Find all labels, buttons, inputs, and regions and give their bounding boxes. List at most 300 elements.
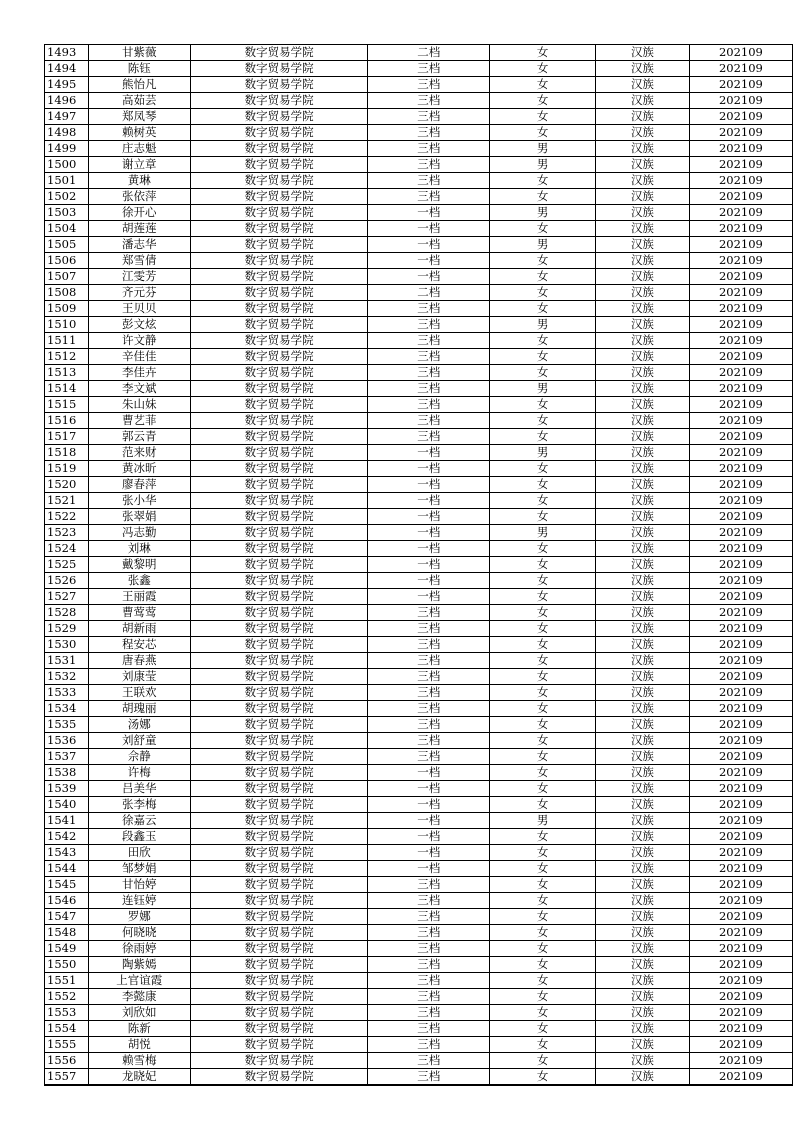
grant-level-cell: 三档 [368, 77, 490, 93]
ethnicity-cell: 汉族 [596, 845, 690, 861]
row-number-cell: 1543 [45, 845, 89, 861]
table-row [45, 653, 793, 669]
table-row [45, 461, 793, 477]
ethnicity-cell: 汉族 [596, 301, 690, 317]
row-number-cell: 1511 [45, 333, 89, 349]
grant-level-cell: 一档 [368, 861, 490, 877]
enrollment-code-cell: 202109 [689, 909, 792, 925]
ethnicity-cell: 汉族 [596, 173, 690, 189]
enrollment-code-cell: 202109 [689, 797, 792, 813]
row-number-cell: 1555 [45, 1037, 89, 1053]
college-cell: 数字贸易学院 [190, 45, 367, 61]
table-row [45, 909, 793, 925]
grant-level-cell: 一档 [368, 525, 490, 541]
row-number-cell: 1504 [45, 221, 89, 237]
enrollment-code-cell: 202109 [689, 893, 792, 909]
gender-cell: 女 [490, 429, 596, 445]
ethnicity-cell: 汉族 [596, 269, 690, 285]
table-row [45, 941, 793, 957]
enrollment-code-cell: 202109 [689, 541, 792, 557]
gender-cell: 女 [490, 493, 596, 509]
ethnicity-cell: 汉族 [596, 573, 690, 589]
ethnicity-cell: 汉族 [596, 205, 690, 221]
enrollment-code-cell: 202109 [689, 749, 792, 765]
ethnicity-cell: 汉族 [596, 733, 690, 749]
college-cell: 数字贸易学院 [190, 909, 367, 925]
student-name-cell: 胡新雨 [88, 621, 190, 637]
college-cell: 数字贸易学院 [190, 701, 367, 717]
table-row [45, 141, 793, 157]
student-name-cell: 陶紫嫣 [88, 957, 190, 973]
enrollment-code-cell: 202109 [689, 381, 792, 397]
student-name-cell: 刘琳 [88, 541, 190, 557]
student-name-cell: 范来财 [88, 445, 190, 461]
ethnicity-cell: 汉族 [596, 93, 690, 109]
college-cell: 数字贸易学院 [190, 749, 367, 765]
student-name-cell: 赖树英 [88, 125, 190, 141]
gender-cell: 男 [490, 141, 596, 157]
student-name-cell: 冯志勤 [88, 525, 190, 541]
gender-cell: 男 [490, 317, 596, 333]
enrollment-code-cell: 202109 [689, 765, 792, 781]
table-row [45, 157, 793, 173]
grant-level-cell: 三档 [368, 157, 490, 173]
grant-level-cell: 一档 [368, 253, 490, 269]
table-row [45, 1005, 793, 1021]
ethnicity-cell: 汉族 [596, 253, 690, 269]
table-row [45, 637, 793, 653]
college-cell: 数字贸易学院 [190, 237, 367, 253]
table-row [45, 1037, 793, 1053]
gender-cell: 女 [490, 973, 596, 989]
enrollment-code-cell: 202109 [689, 685, 792, 701]
grant-level-cell: 三档 [368, 397, 490, 413]
table-row [45, 125, 793, 141]
table-row [45, 1053, 793, 1069]
college-cell: 数字贸易学院 [190, 333, 367, 349]
table-row [45, 237, 793, 253]
student-name-cell: 唐春燕 [88, 653, 190, 669]
enrollment-code-cell: 202109 [689, 269, 792, 285]
student-name-cell: 刘康莹 [88, 669, 190, 685]
student-name-cell: 刘欣如 [88, 1005, 190, 1021]
college-cell: 数字贸易学院 [190, 61, 367, 77]
row-number-cell: 1519 [45, 461, 89, 477]
grant-level-cell: 三档 [368, 909, 490, 925]
student-name-cell: 张翠娟 [88, 509, 190, 525]
row-number-cell: 1523 [45, 525, 89, 541]
enrollment-code-cell: 202109 [689, 253, 792, 269]
college-cell: 数字贸易学院 [190, 349, 367, 365]
ethnicity-cell: 汉族 [596, 765, 690, 781]
ethnicity-cell: 汉族 [596, 237, 690, 253]
ethnicity-cell: 汉族 [596, 749, 690, 765]
enrollment-code-cell: 202109 [689, 557, 792, 573]
row-number-cell: 1540 [45, 797, 89, 813]
table-row [45, 685, 793, 701]
ethnicity-cell: 汉族 [596, 685, 690, 701]
table-row [45, 573, 793, 589]
grant-level-cell: 一档 [368, 845, 490, 861]
college-cell: 数字贸易学院 [190, 77, 367, 93]
student-name-cell: 李佳卉 [88, 365, 190, 381]
gender-cell: 女 [490, 397, 596, 413]
table-row [45, 717, 793, 733]
enrollment-code-cell: 202109 [689, 525, 792, 541]
student-name-cell: 齐元芬 [88, 285, 190, 301]
row-number-cell: 1556 [45, 1053, 89, 1069]
gender-cell: 女 [490, 221, 596, 237]
ethnicity-cell: 汉族 [596, 973, 690, 989]
student-name-cell: 罗娜 [88, 909, 190, 925]
enrollment-code-cell: 202109 [689, 493, 792, 509]
college-cell: 数字贸易学院 [190, 1053, 367, 1069]
grant-level-cell: 三档 [368, 61, 490, 77]
row-number-cell: 1503 [45, 205, 89, 221]
gender-cell: 女 [490, 925, 596, 941]
student-name-cell: 徐雨婷 [88, 941, 190, 957]
table-row [45, 845, 793, 861]
gender-cell: 女 [490, 1053, 596, 1069]
ethnicity-cell: 汉族 [596, 877, 690, 893]
grant-level-cell: 三档 [368, 893, 490, 909]
student-name-cell: 邹梦娟 [88, 861, 190, 877]
grant-level-cell: 三档 [368, 877, 490, 893]
row-number-cell: 1550 [45, 957, 89, 973]
ethnicity-cell: 汉族 [596, 125, 690, 141]
row-number-cell: 1518 [45, 445, 89, 461]
table-row [45, 589, 793, 605]
enrollment-code-cell: 202109 [689, 317, 792, 333]
row-number-cell: 1508 [45, 285, 89, 301]
gender-cell: 女 [490, 877, 596, 893]
gender-cell: 女 [490, 861, 596, 877]
student-name-cell: 程安芯 [88, 637, 190, 653]
gender-cell: 男 [490, 205, 596, 221]
table-row [45, 877, 793, 893]
gender-cell: 女 [490, 893, 596, 909]
ethnicity-cell: 汉族 [596, 157, 690, 173]
student-name-cell: 熊怡凡 [88, 77, 190, 93]
gender-cell: 女 [490, 173, 596, 189]
grant-level-cell: 一档 [368, 461, 490, 477]
grant-level-cell: 三档 [368, 173, 490, 189]
enrollment-code-cell: 202109 [689, 573, 792, 589]
college-cell: 数字贸易学院 [190, 653, 367, 669]
ethnicity-cell: 汉族 [596, 797, 690, 813]
college-cell: 数字贸易学院 [190, 781, 367, 797]
college-cell: 数字贸易学院 [190, 877, 367, 893]
gender-cell: 女 [490, 333, 596, 349]
gender-cell: 女 [490, 509, 596, 525]
ethnicity-cell: 汉族 [596, 621, 690, 637]
enrollment-code-cell: 202109 [689, 637, 792, 653]
student-name-cell: 许梅 [88, 765, 190, 781]
student-name-cell: 何晓晓 [88, 925, 190, 941]
table-row [45, 733, 793, 749]
table-row [45, 493, 793, 509]
student-name-cell: 张小华 [88, 493, 190, 509]
student-name-cell: 胡悦 [88, 1037, 190, 1053]
grant-level-cell: 三档 [368, 413, 490, 429]
college-cell: 数字贸易学院 [190, 1021, 367, 1037]
table-row [45, 973, 793, 989]
row-number-cell: 1522 [45, 509, 89, 525]
college-cell: 数字贸易学院 [190, 413, 367, 429]
enrollment-code-cell: 202109 [689, 77, 792, 93]
gender-cell: 女 [490, 669, 596, 685]
grant-level-cell: 三档 [368, 125, 490, 141]
ethnicity-cell: 汉族 [596, 781, 690, 797]
grant-level-cell: 一档 [368, 541, 490, 557]
student-name-cell: 张李梅 [88, 797, 190, 813]
grant-level-cell: 一档 [368, 269, 490, 285]
ethnicity-cell: 汉族 [596, 109, 690, 125]
row-number-cell: 1548 [45, 925, 89, 941]
row-number-cell: 1507 [45, 269, 89, 285]
college-cell: 数字贸易学院 [190, 525, 367, 541]
student-name-cell: 甘怡婷 [88, 877, 190, 893]
table-row [45, 477, 793, 493]
college-cell: 数字贸易学院 [190, 365, 367, 381]
college-cell: 数字贸易学院 [190, 1005, 367, 1021]
table-row [45, 749, 793, 765]
student-name-cell: 朱山妹 [88, 397, 190, 413]
college-cell: 数字贸易学院 [190, 893, 367, 909]
grant-level-cell: 三档 [368, 365, 490, 381]
row-number-cell: 1525 [45, 557, 89, 573]
row-number-cell: 1510 [45, 317, 89, 333]
college-cell: 数字贸易学院 [190, 989, 367, 1005]
ethnicity-cell: 汉族 [596, 717, 690, 733]
ethnicity-cell: 汉族 [596, 317, 690, 333]
grant-level-cell: 三档 [368, 141, 490, 157]
enrollment-code-cell: 202109 [689, 1053, 792, 1069]
enrollment-code-cell: 202109 [689, 173, 792, 189]
table-row [45, 669, 793, 685]
grant-level-cell: 一档 [368, 205, 490, 221]
table-row [45, 797, 793, 813]
enrollment-code-cell: 202109 [689, 957, 792, 973]
enrollment-code-cell: 202109 [689, 1037, 792, 1053]
ethnicity-cell: 汉族 [596, 589, 690, 605]
student-name-cell: 赖雪梅 [88, 1053, 190, 1069]
row-number-cell: 1551 [45, 973, 89, 989]
table-row [45, 45, 793, 61]
ethnicity-cell: 汉族 [596, 941, 690, 957]
grant-level-cell: 一档 [368, 765, 490, 781]
enrollment-code-cell: 202109 [689, 333, 792, 349]
enrollment-code-cell: 202109 [689, 989, 792, 1005]
gender-cell: 女 [490, 365, 596, 381]
college-cell: 数字贸易学院 [190, 461, 367, 477]
student-name-cell: 段鑫玉 [88, 829, 190, 845]
row-number-cell: 1498 [45, 125, 89, 141]
enrollment-code-cell: 202109 [689, 445, 792, 461]
row-number-cell: 1524 [45, 541, 89, 557]
grant-level-cell: 一档 [368, 573, 490, 589]
gender-cell: 男 [490, 813, 596, 829]
ethnicity-cell: 汉族 [596, 381, 690, 397]
row-number-cell: 1547 [45, 909, 89, 925]
table-row [45, 285, 793, 301]
gender-cell: 男 [490, 381, 596, 397]
ethnicity-cell: 汉族 [596, 1021, 690, 1037]
enrollment-code-cell: 202109 [689, 733, 792, 749]
gender-cell: 女 [490, 829, 596, 845]
gender-cell: 女 [490, 1021, 596, 1037]
grant-level-cell: 三档 [368, 381, 490, 397]
row-number-cell: 1532 [45, 669, 89, 685]
ethnicity-cell: 汉族 [596, 413, 690, 429]
row-number-cell: 1521 [45, 493, 89, 509]
enrollment-code-cell: 202109 [689, 221, 792, 237]
table-row [45, 621, 793, 637]
grant-level-cell: 三档 [368, 333, 490, 349]
table-row [45, 317, 793, 333]
enrollment-code-cell: 202109 [689, 877, 792, 893]
row-number-cell: 1501 [45, 173, 89, 189]
ethnicity-cell: 汉族 [596, 525, 690, 541]
gender-cell: 女 [490, 573, 596, 589]
student-name-cell: 田欣 [88, 845, 190, 861]
grant-level-cell: 一档 [368, 813, 490, 829]
row-number-cell: 1557 [45, 1069, 89, 1086]
table-row [45, 173, 793, 189]
student-name-cell: 郑凤琴 [88, 109, 190, 125]
grant-level-cell: 一档 [368, 237, 490, 253]
table-row [45, 957, 793, 973]
college-cell: 数字贸易学院 [190, 397, 367, 413]
grant-level-cell: 一档 [368, 477, 490, 493]
row-number-cell: 1502 [45, 189, 89, 205]
table-body [45, 45, 793, 1086]
gender-cell: 女 [490, 621, 596, 637]
ethnicity-cell: 汉族 [596, 141, 690, 157]
gender-cell: 女 [490, 1005, 596, 1021]
gender-cell: 女 [490, 45, 596, 61]
gender-cell: 女 [490, 941, 596, 957]
student-name-cell: 陈钰 [88, 61, 190, 77]
student-name-cell: 戴黎明 [88, 557, 190, 573]
row-number-cell: 1496 [45, 93, 89, 109]
student-name-cell: 李文斌 [88, 381, 190, 397]
college-cell: 数字贸易学院 [190, 941, 367, 957]
enrollment-code-cell: 202109 [689, 237, 792, 253]
enrollment-code-cell: 202109 [689, 941, 792, 957]
college-cell: 数字贸易学院 [190, 109, 367, 125]
enrollment-code-cell: 202109 [689, 301, 792, 317]
row-number-cell: 1539 [45, 781, 89, 797]
student-name-cell: 李懿康 [88, 989, 190, 1005]
table-row [45, 413, 793, 429]
student-name-cell: 辛佳佳 [88, 349, 190, 365]
grant-level-cell: 三档 [368, 685, 490, 701]
ethnicity-cell: 汉族 [596, 221, 690, 237]
enrollment-code-cell: 202109 [689, 125, 792, 141]
table-row [45, 365, 793, 381]
student-name-cell: 彭文炫 [88, 317, 190, 333]
row-number-cell: 1517 [45, 429, 89, 445]
college-cell: 数字贸易学院 [190, 637, 367, 653]
student-name-cell: 高茹芸 [88, 93, 190, 109]
college-cell: 数字贸易学院 [190, 317, 367, 333]
college-cell: 数字贸易学院 [190, 157, 367, 173]
table-row [45, 109, 793, 125]
college-cell: 数字贸易学院 [190, 301, 367, 317]
gender-cell: 女 [490, 733, 596, 749]
enrollment-code-cell: 202109 [689, 653, 792, 669]
gender-cell: 女 [490, 125, 596, 141]
row-number-cell: 1514 [45, 381, 89, 397]
row-number-cell: 1544 [45, 861, 89, 877]
gender-cell: 男 [490, 525, 596, 541]
gender-cell: 女 [490, 253, 596, 269]
college-cell: 数字贸易学院 [190, 189, 367, 205]
gender-cell: 女 [490, 701, 596, 717]
enrollment-code-cell: 202109 [689, 397, 792, 413]
table-row [45, 253, 793, 269]
row-number-cell: 1516 [45, 413, 89, 429]
gender-cell: 女 [490, 749, 596, 765]
table-row [45, 1069, 793, 1086]
table-row [45, 1021, 793, 1037]
gender-cell: 女 [490, 285, 596, 301]
enrollment-code-cell: 202109 [689, 285, 792, 301]
grant-level-cell: 三档 [368, 701, 490, 717]
student-name-cell: 张依萍 [88, 189, 190, 205]
table-row [45, 381, 793, 397]
grant-level-cell: 三档 [368, 957, 490, 973]
college-cell: 数字贸易学院 [190, 733, 367, 749]
row-number-cell: 1529 [45, 621, 89, 637]
row-number-cell: 1537 [45, 749, 89, 765]
grant-level-cell: 三档 [368, 605, 490, 621]
gender-cell: 男 [490, 157, 596, 173]
table-row [45, 557, 793, 573]
student-name-cell: 徐开心 [88, 205, 190, 221]
row-number-cell: 1552 [45, 989, 89, 1005]
ethnicity-cell: 汉族 [596, 637, 690, 653]
grant-level-cell: 三档 [368, 941, 490, 957]
gender-cell: 男 [490, 445, 596, 461]
ethnicity-cell: 汉族 [596, 365, 690, 381]
table-row [45, 989, 793, 1005]
row-number-cell: 1530 [45, 637, 89, 653]
student-name-cell: 王贝贝 [88, 301, 190, 317]
table-row [45, 301, 793, 317]
enrollment-code-cell: 202109 [689, 925, 792, 941]
grant-level-cell: 三档 [368, 717, 490, 733]
row-number-cell: 1520 [45, 477, 89, 493]
college-cell: 数字贸易学院 [190, 573, 367, 589]
ethnicity-cell: 汉族 [596, 1069, 690, 1086]
student-table [44, 44, 793, 1086]
table-row [45, 93, 793, 109]
row-number-cell: 1545 [45, 877, 89, 893]
gender-cell: 女 [490, 685, 596, 701]
enrollment-code-cell: 202109 [689, 701, 792, 717]
enrollment-code-cell: 202109 [689, 429, 792, 445]
grant-level-cell: 三档 [368, 1021, 490, 1037]
college-cell: 数字贸易学院 [190, 93, 367, 109]
table-row [45, 541, 793, 557]
row-number-cell: 1538 [45, 765, 89, 781]
gender-cell: 男 [490, 237, 596, 253]
row-number-cell: 1495 [45, 77, 89, 93]
table-row [45, 829, 793, 845]
enrollment-code-cell: 202109 [689, 189, 792, 205]
